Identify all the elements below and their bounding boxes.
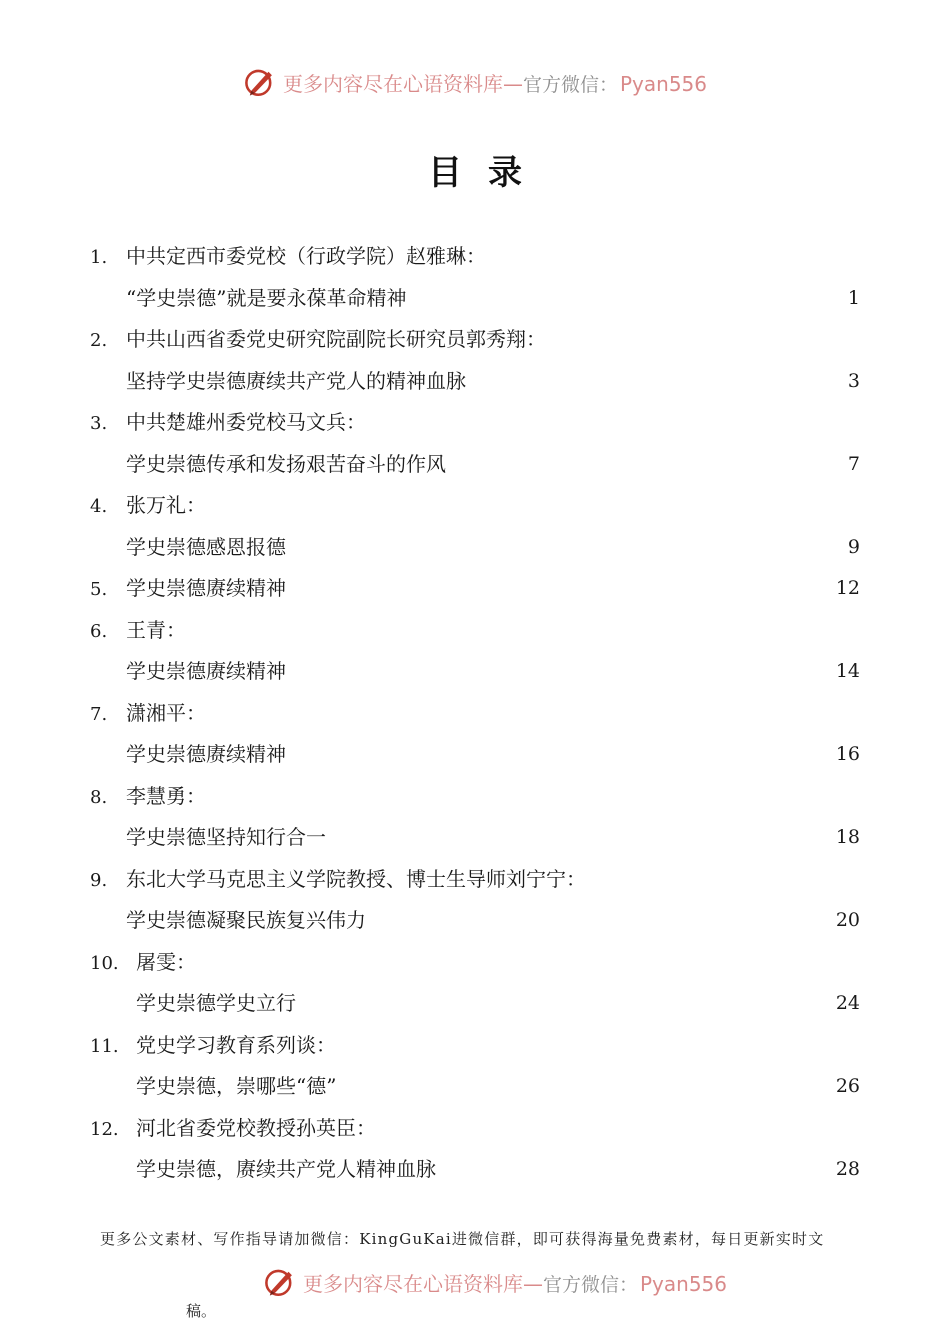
toc-entry-title: 学史崇德传承和发扬艰苦奋斗的作风 [126, 451, 446, 476]
toc-entry-title: 坚持学史崇德赓续共产党人的精神血脉 [126, 368, 466, 393]
toc-entry-page: 14 [835, 660, 860, 682]
toc-entry-page: 24 [835, 992, 860, 1014]
toc-entry [90, 485, 860, 527]
toc-entry-number: 6. [90, 620, 108, 642]
toc-entry [90, 402, 860, 444]
toc-entry-author: 李慧勇： [126, 783, 206, 808]
toc-entry [90, 1025, 860, 1067]
toc-entry-number: 3. [90, 413, 108, 434]
toc-entry-page: 12 [835, 577, 860, 599]
footer-banner [20, 1262, 950, 1302]
toc-entry-title-line [90, 278, 860, 320]
toc-entry-page: 7 [847, 452, 860, 475]
footer-note-tail: 稿。 [186, 1302, 217, 1320]
toc-entry-author: 张万礼： [126, 493, 206, 517]
toc-entry [90, 942, 860, 984]
toc-entry-page: 3 [847, 369, 860, 392]
toc-entry-author: 王青： [126, 617, 186, 642]
toc-entry-title-line [90, 1149, 860, 1191]
toc-entry-title: 学史崇德赓续精神 [126, 742, 286, 766]
toc-entry-page: 26 [835, 1075, 860, 1097]
banner-main-text: 更多内容尽在心语资料库— [282, 71, 523, 96]
toc-entry-author: 中共定西市委党校（行政学院）赵雅琳： [126, 244, 486, 268]
toc-entry-page: 28 [835, 1158, 860, 1180]
toc-entry-author: 党史学习教育系列谈： [136, 1032, 336, 1057]
toc-entry-page: 9 [847, 535, 860, 558]
toc-entry-page: 16 [835, 743, 860, 765]
toc-entry-author: 潇湘平： [126, 700, 206, 725]
toc-entry-title: “学史崇德”就是要永葆革命精神 [126, 285, 407, 310]
toc-entry-number: 2. [90, 330, 108, 351]
toc-entry-number: 11. [90, 1035, 119, 1057]
toc-entry-author: 学史崇德赓续精神 [126, 576, 286, 600]
toc-entry-title: 学史崇德赓续精神 [126, 659, 286, 683]
toc-entry [90, 776, 860, 818]
toc-entry-page: 18 [835, 826, 860, 848]
banner-main-text: 更多内容尽在心语资料库— [302, 1271, 543, 1296]
toc-entry-title: 学史崇德感恩报德 [126, 534, 286, 559]
toc-entry-title: 学史崇德凝聚民族复兴伟力 [126, 908, 366, 932]
library-logo-icon [263, 1265, 297, 1299]
toc-entry-number: 10. [90, 952, 119, 974]
toc-entry-title-line [90, 1066, 860, 1108]
toc-entry [90, 610, 860, 652]
toc-entry-page: 1 [847, 286, 860, 309]
toc-entry-title: 学史崇德坚持知行合一 [126, 825, 326, 849]
header-banner [0, 62, 950, 102]
toc-entry-title-line [90, 817, 860, 859]
toc-entry-author: 中共楚雄州委党校马文兵： [126, 410, 366, 434]
banner-wechat-id: Pyan556 [620, 71, 708, 96]
toc-entry-author: 河北省委党校教授孙英臣： [136, 1115, 376, 1140]
banner-wechat-id: Pyan556 [640, 1271, 728, 1296]
toc-entry [90, 236, 860, 278]
library-logo-icon [243, 65, 277, 99]
page-title: 目录 [428, 153, 548, 193]
toc-entry-title: 学史崇德学史立行 [136, 991, 296, 1015]
toc-entry-number: 5. [90, 579, 108, 600]
toc-entry-title: 学史崇德，赓续共产党人精神血脉 [136, 1157, 436, 1181]
toc-entry-title-line [90, 734, 860, 776]
toc-entry-number: 12. [90, 1118, 119, 1140]
footer-note: 更多公文素材、写作指导请加微信：KingGuKai进微信群，即可获得海量免费素材，每日更新实时文 [100, 1230, 825, 1248]
toc-entry-number: 7. [90, 703, 108, 725]
toc-entry-author: 中共山西省委党史研究院副院长研究员郭秀翔： [126, 327, 546, 351]
toc-entry-title-line [90, 900, 860, 942]
toc-entry-number: 1. [90, 247, 108, 268]
toc-entry [90, 319, 860, 361]
banner-text [283, 68, 707, 97]
toc-entry [90, 1108, 860, 1150]
toc-entry-page: 20 [835, 909, 860, 931]
toc-entry [90, 568, 860, 610]
toc-entry-title-line [90, 444, 860, 486]
toc-entry-number: 8. [90, 786, 108, 808]
toc-entry [90, 859, 860, 901]
toc-entry [90, 693, 860, 735]
banner-text [303, 1268, 727, 1297]
toc-entry-title-line [90, 983, 860, 1025]
toc-entry-title-line [90, 527, 860, 569]
toc-entry-title-line [90, 651, 860, 693]
banner-wechat-label: 官方微信： [542, 1273, 638, 1296]
table-of-contents [90, 236, 860, 1191]
toc-entry-title-line [90, 361, 860, 403]
banner-wechat-label: 官方微信： [522, 73, 618, 96]
toc-entry-number: 9. [90, 869, 108, 891]
toc-entry-title: 学史崇德，崇哪些“德” [136, 1074, 337, 1098]
toc-entry-author: 屠雯： [136, 949, 196, 974]
toc-entry-author: 东北大学马克思主义学院教授、博士生导师刘宁宁： [126, 866, 586, 891]
toc-entry-number: 4. [90, 496, 108, 517]
